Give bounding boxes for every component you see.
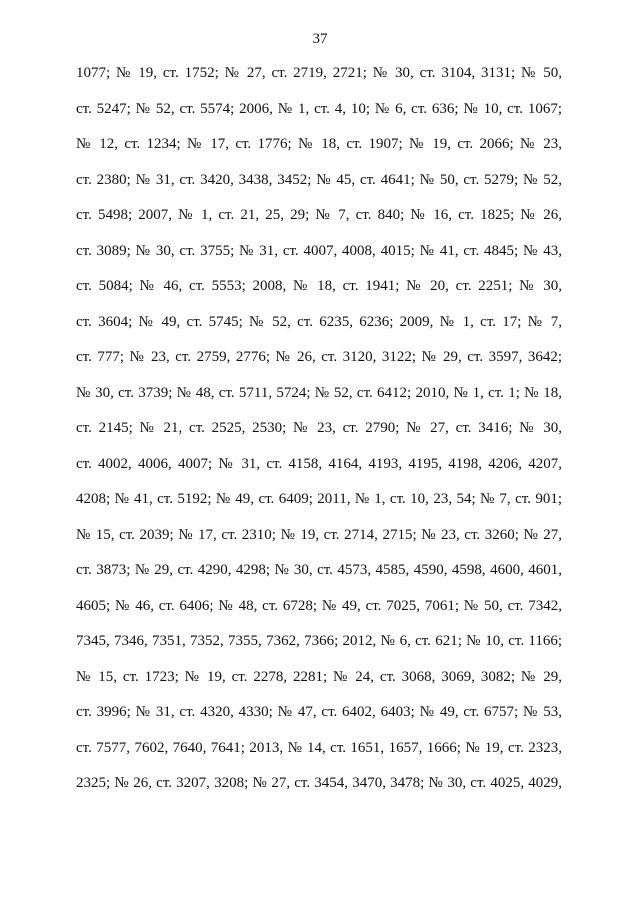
text-line: № 15, ст. 1723; № 19, ст. 2278, 2281; № 24, ст. 3068, 3069, 3082; № 29,: [76, 668, 562, 685]
text-line: ст. 2380; № 31, ст. 3420, 3438, 3452; № 45, ст. 4641; № 50, ст. 5279; № 52,: [76, 171, 562, 188]
text-line: 4605; № 46, ст. 6406; № 48, ст. 6728; № 49, ст. 7025, 7061; № 50, ст. 7342,: [76, 597, 562, 614]
body-text: [76, 56, 562, 802]
text-line: № 15, ст. 2039; № 17, ст. 2310; № 19, ст. 2714, 2715; № 23, ст. 3260; № 27,: [76, 526, 562, 543]
text-line: 7345, 7346, 7351, 7352, 7355, 7362, 7366; 2012, № 6, ст. 621; № 10, ст. 1166;: [76, 633, 562, 649]
text-line: ст. 777; № 23, ст. 2759, 2776; № 26, ст. 3120, 3122; № 29, ст. 3597, 3642;: [76, 349, 562, 365]
page-number: 37: [312, 31, 328, 47]
text-line: № 12, ст. 1234; № 17, ст. 1776; № 18, ст. 1907; № 19, ст. 2066; № 23,: [76, 136, 562, 152]
text-line: ст. 5084; № 46, ст. 5553; 2008, № 18, ст. 1941; № 20, ст. 2251; № 30,: [76, 278, 562, 294]
text-line: ст. 5498; 2007, № 1, ст. 21, 25, 29; № 7, ст. 840; № 16, ст. 1825; № 26,: [76, 207, 562, 223]
text-line: ст. 3604; № 49, ст. 5745; № 52, ст. 6235, 6236; 2009, № 1, ст. 17; № 7,: [76, 313, 562, 330]
text-line: 4208; № 41, ст. 5192; № 49, ст. 6409; 2011, № 1, ст. 10, 23, 54; № 7, ст. 901;: [76, 491, 562, 507]
text-line: 2325; № 26, ст. 3207, 3208; № 27, ст. 3454, 3470, 3478; № 30, ст. 4025, 4029,: [76, 775, 562, 791]
text-line: ст. 3089; № 30, ст. 3755; № 31, ст. 4007, 4008, 4015; № 41, ст. 4845; № 43,: [76, 242, 562, 259]
text-line: № 30, ст. 3739; № 48, ст. 5711, 5724; № 52, ст. 6412; 2010, № 1, ст. 1; № 18,: [76, 384, 562, 401]
text-line: 1077; № 19, ст. 1752; № 27, ст. 2719, 2721; № 30, ст. 3104, 3131; № 50,: [76, 65, 562, 81]
text-line: ст. 5247; № 52, ст. 5574; 2006, № 1, ст. 4, 10; № 6, ст. 636; № 10, ст. 1067;: [76, 100, 562, 117]
text-line: ст. 3996; № 31, ст. 4320, 4330; № 47, ст. 6402, 6403; № 49, ст. 6757; № 53,: [76, 704, 562, 720]
text-line: ст. 7577, 7602, 7640, 7641; 2013, № 14, ст. 1651, 1657, 1666; № 19, ст. 2323,: [76, 739, 562, 756]
text-line: ст. 3873; № 29, ст. 4290, 4298; № 30, ст. 4573, 4585, 4590, 4598, 4600, 4601,: [76, 562, 562, 578]
text-line: ст. 2145; № 21, ст. 2525, 2530; № 23, ст. 2790; № 27, ст. 3416; № 30,: [76, 420, 562, 436]
text-line: ст. 4002, 4006, 4007; № 31, ст. 4158, 4164, 4193, 4195, 4198, 4206, 4207,: [76, 455, 562, 472]
